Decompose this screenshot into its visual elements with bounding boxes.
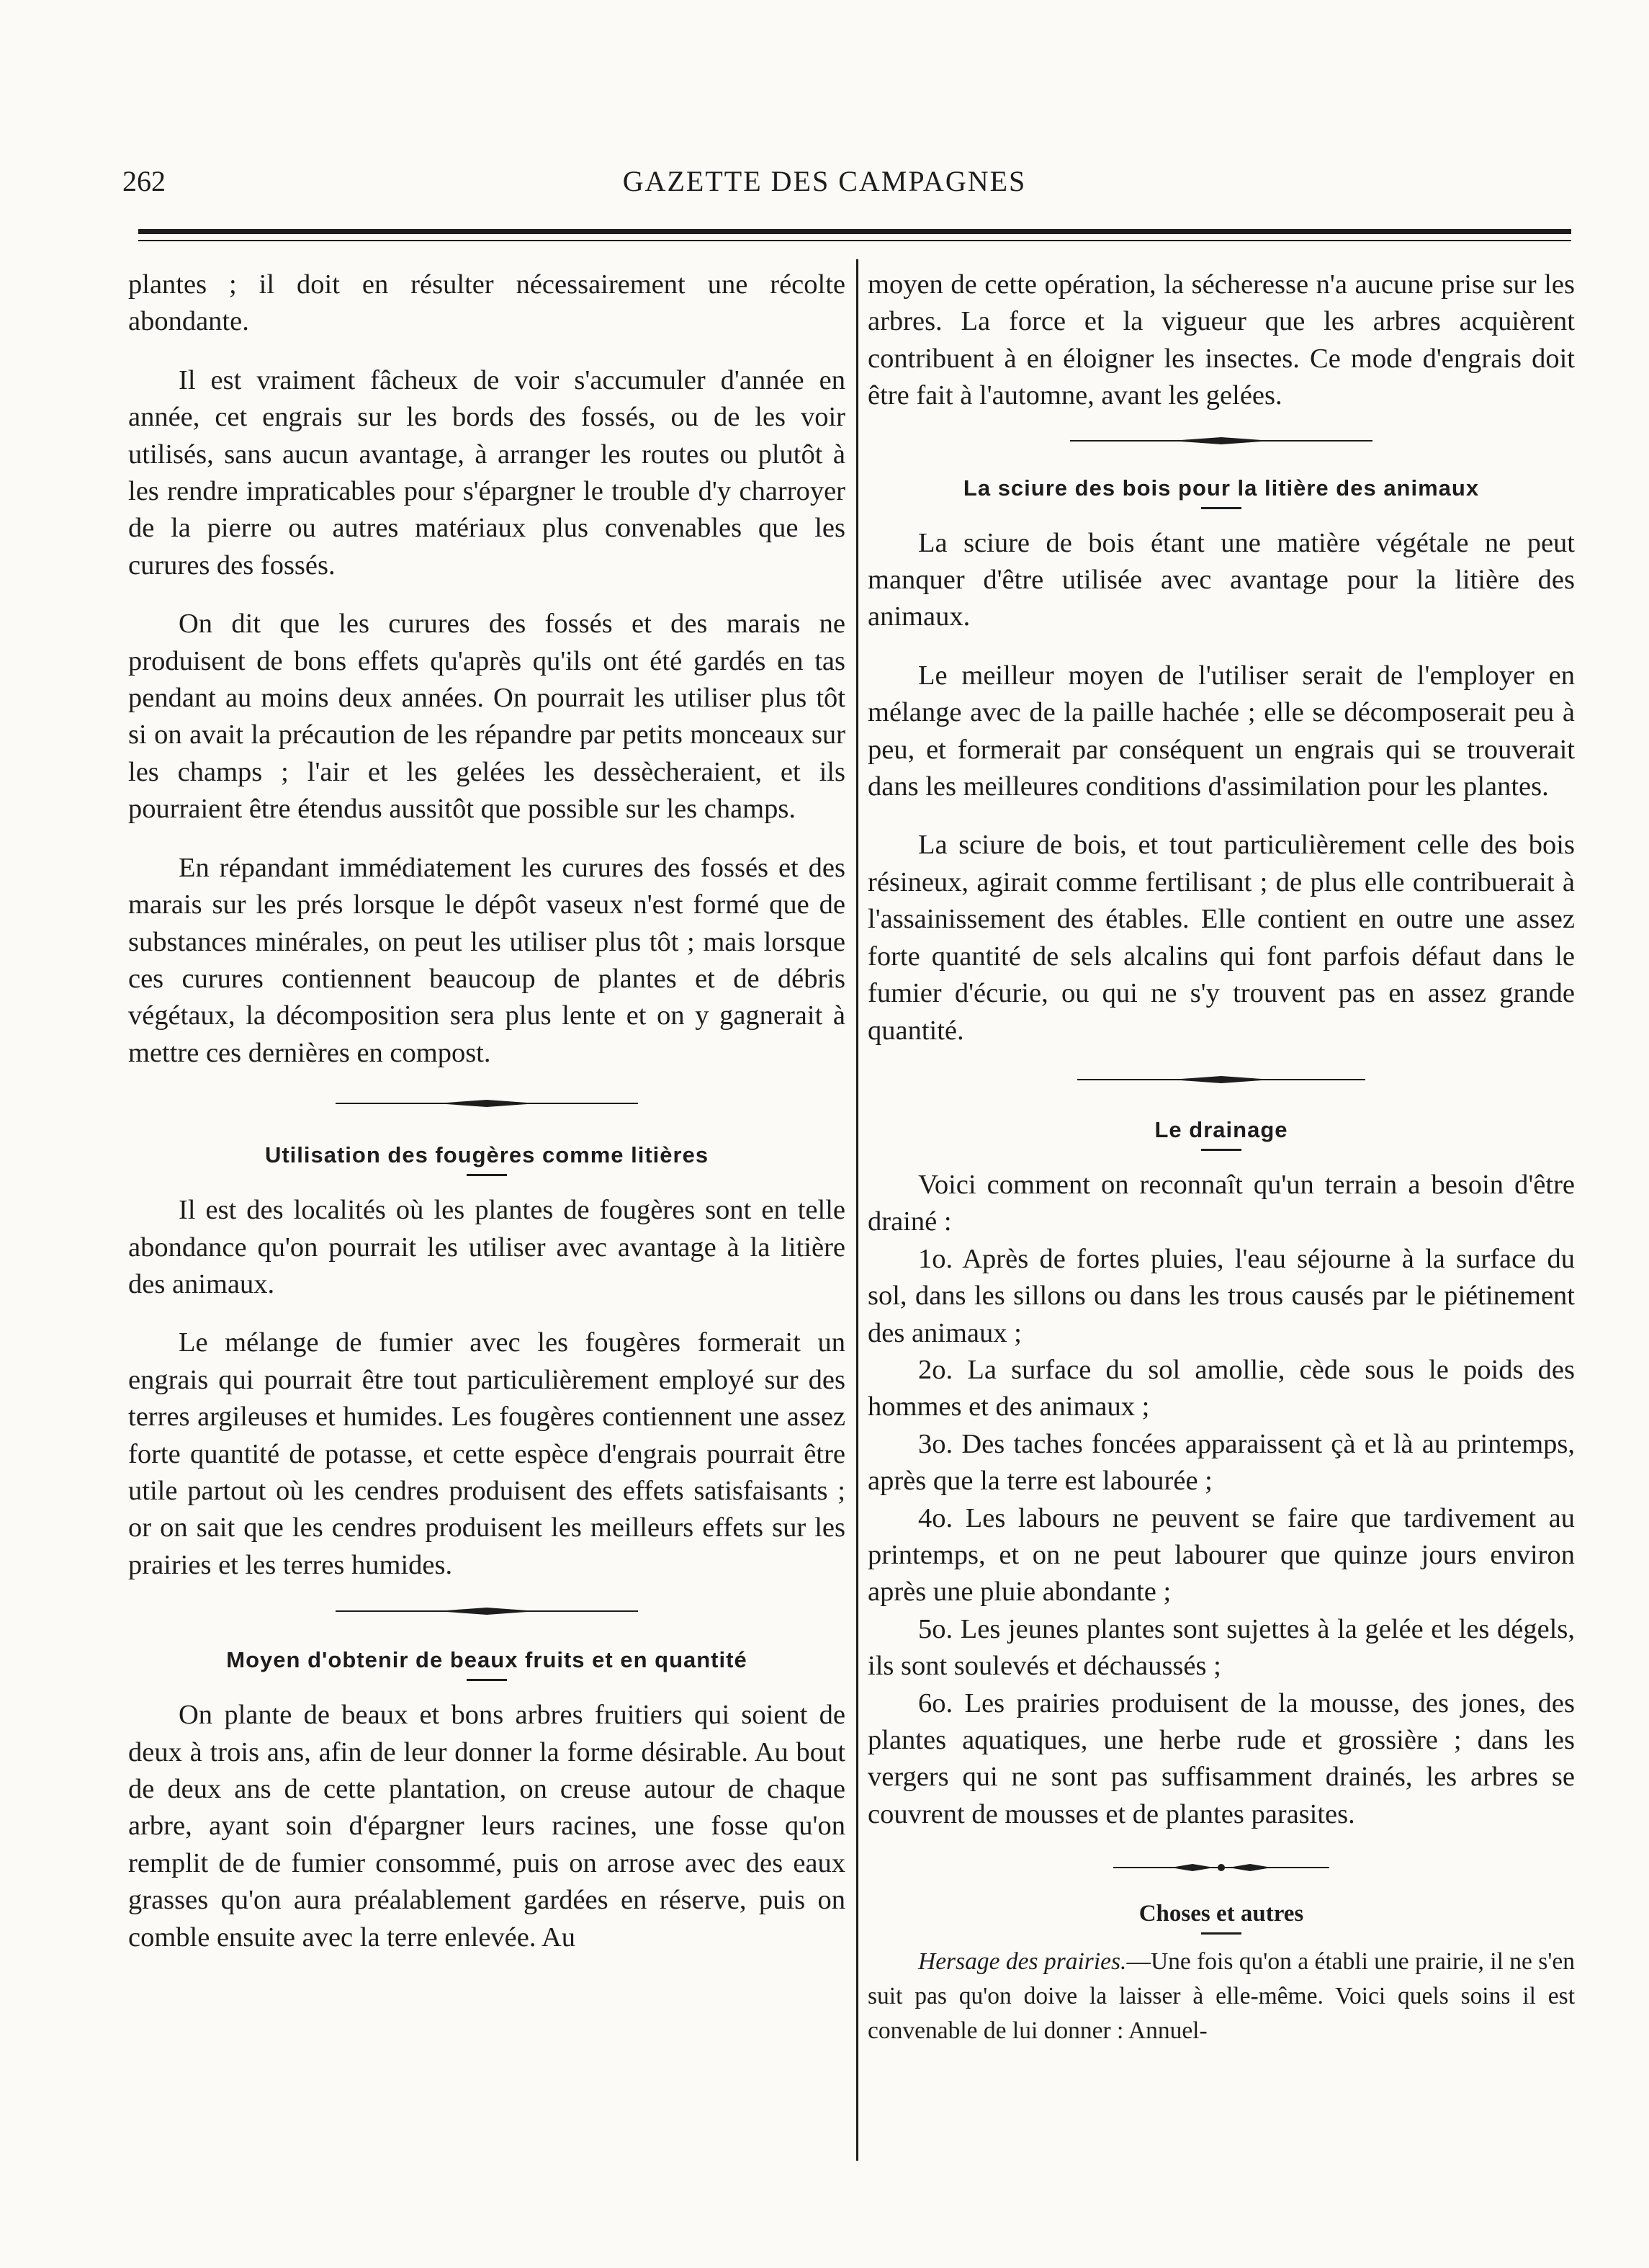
paragraph: Voici comment on reconnaît qu'un terrain a besoin d'être drainé : [868,1169,1575,1237]
right-column [868,266,1575,2048]
paragraph: Le meilleur moyen de l'utiliser serait de l'employer en mélange avec de la paille hachée ; elle se décomposerait peu à peu, et formerait par conséquent un engrais qui se trouverait dans les meilleures conditions d'assimilation pour les plantes. [868,660,1575,802]
list-item: 2o. La surface du sol amollie, cède sous le poids des hommes et des animaux ; [868,1354,1575,1422]
section-divider-ornament [1113,1862,1329,1873]
paragraph: La sciure de bois, et tout particulièrement celle des bois résineux, agirait comme fertilisant ; de plus elle contribuerait à l'assainissement des étables. Elle contient en outre une assez forte quantité de sels alcalins qui font parfois défaut dans le fumier d'écurie, ou qui ne s'y trouvent pas en assez grande quantité. [868,830,1575,1046]
left-column [128,266,845,1956]
list-item: 6o. Les prairies produisent de la mousse, des jones, des plantes aquatiques, une herbe rude et grossière ; dans les vergers qui ne sont pas suffisamment drainés, les arbres se couvrent de mousses et de plantes parasites. [868,1687,1575,1829]
title-underline [467,1679,507,1681]
section-title: La sciure des bois pour la litière des animaux [963,475,1480,501]
paragraph: plantes ; il doit en résulter nécessairement une récolte abondante. [128,269,845,337]
title-underline [467,1174,507,1176]
paragraph: En répandant immédiatement les curures des fossés et des marais sur les prés lorsque le dépôt vaseux n'est formé que de substances minérales, on peut les utiliser plus tôt ; mais lorsque ces curures contiennent beaucoup de plantes et de débris végétaux, la décomposition sera plus lente et on y gagnerait à mettre ces dernières en compost. [128,852,845,1068]
title-underline [1201,1932,1241,1935]
section-title: Choses et autres [1138,1901,1304,1927]
list-item: 5o. Les jeunes plantes sont sujettes à la gelée et les dégels, ils sont soulevés et déchaussés ; [868,1613,1575,1682]
paragraph [868,1945,1575,2048]
paragraph: moyen de cette opération, la sécheresse n'a aucune prise sur les arbres. La force et la vigueur que les arbres acquièrent contribuent à en éloigner les insectes. Ce mode d'engrais doit être fait à l'automne, avant les gelées. [868,269,1575,411]
paragraph: Le mélange de fumier avec les fougères formerait un engrais qui pourrait être tout particulièrement employé sur des terres argileuses et humides. Les fougères contiennent une assez forte quantité de potasse, et cette espèce d'engrais pourrait être utile partout où les cendres produisent des effets satisfaisants ; or on sait que les cendres produisent les meilleurs effets sur les prairies et les terres humides. [128,1327,845,1580]
list-item: 1o. Après de fortes pluies, l'eau séjourne à la surface du sol, dans les sillons ou dans les trous causés par le piétinement des animaux ; [868,1243,1575,1348]
paragraph: Il est des localités où les plantes de fougères sont en telle abondance qu'on pourrait les utiliser avec avantage à la litière des animaux. [128,1195,845,1299]
page-number: 262 [122,165,166,197]
section-divider-ornament [1077,1074,1365,1085]
title-underline [1201,507,1241,509]
section-title: Moyen d'obtenir de beaux fruits et en quantité [226,1647,747,1673]
section-divider-ornament [336,1605,638,1617]
list-item: 3o. Des taches foncées apparaissent çà et là au printemps, après que la terre est labourée ; [868,1428,1575,1497]
section-title: Utilisation des fougères comme litières [264,1142,709,1168]
section-divider-ornament [1070,435,1372,447]
paragraph: Il est vraiment fâcheux de voir s'accumuler d'année en année, cet engrais sur les bords des fossés, ou de les voir utilisés, sans aucun avantage, à arranger les routes ou plutôt à les rendre impraticables pour s'épargner le trouble d'y charroyer de la pierre ou autres matériaux plus convenables que les curures des fossés. [128,364,845,581]
paragraph-text: —Une fois qu'on a établi une prairie, il ne s'en suit pas qu'on doive la laisser à elle-même. Voici quels soins il est convenable de lui donner : Annuel- [868,1948,1575,2045]
title-underline [1201,1149,1241,1151]
header-rule-thick [138,229,1571,234]
paragraph: On plante de beaux et bons arbres fruitiers qui soient de deux à trois ans, afin de leur donner la forme désirable. Au bout de deux ans de cette plantation, on creuse autour de chaque arbre, ayant soin d'épargner leurs racines, une fosse qu'on remplit de de fumier consommé, puis on arrose avec des eaux grasses qu'on aura préalablement gardées en réserve, puis on comble ensuite avec la terre enlevée. Au [128,1700,845,1953]
column-divider [856,259,858,2161]
header-rule-thin [138,240,1571,241]
running-title: GAZETTE DES CAMPAGNES [622,165,1027,197]
list-item: 4o. Les labours ne peuvent se faire que tardivement au printemps, et on ne peut labourer que quinze jours environ après une pluie abondante ; [868,1502,1575,1608]
italic-lead: Hersage des prairies. [918,1948,1127,1976]
paragraph: On dit que les curures des fossés et des marais ne produisent de bons effets qu'après qu'ils ont été gardés en tas pendant au moins deux années. On pourrait les utiliser plus tôt si on avait la précaution de les répandre par petits monceaux sur les champs ; l'air et les gelées les dessècheraient, et ils pourraient être étendus aussitôt que possible sur les champs. [128,609,845,825]
section-title: Le drainage [1154,1116,1288,1142]
paragraph: La sciure de bois étant une matière végétale ne peut manquer d'être utilisée avec avantage pour la litière des animaux. [868,527,1575,632]
section-divider-ornament [336,1098,638,1109]
